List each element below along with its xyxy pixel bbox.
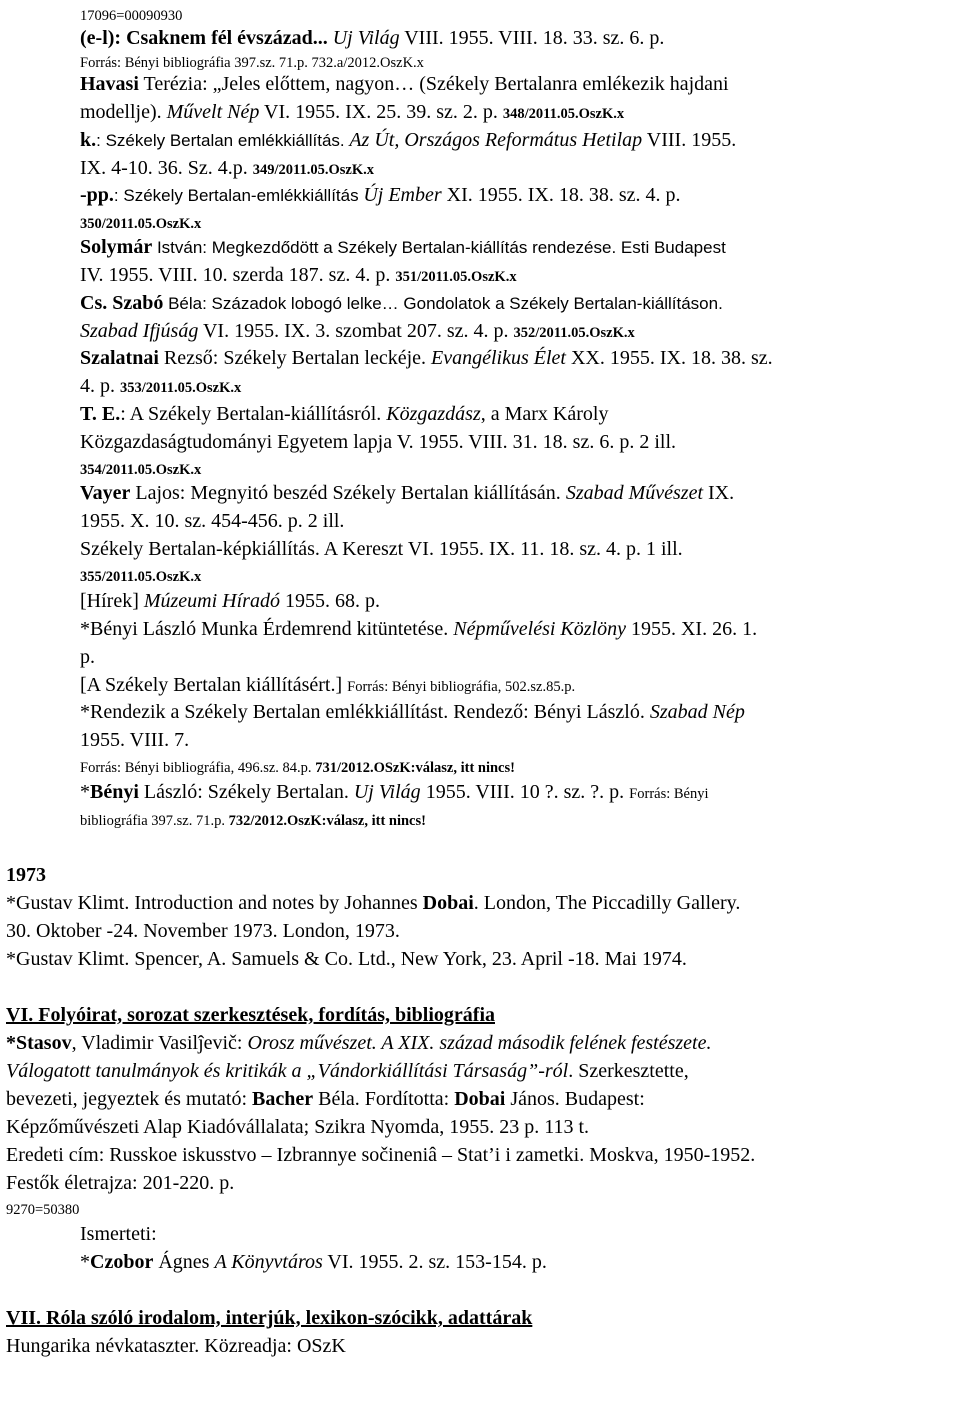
citation-line: 1955. X. 10. sz. 454-456. p. 2 ill. — [80, 510, 345, 532]
citation-line: *Rendezik a Székely Bertalan emlékkiállítást. Rendező: Bényi László. Szabad Nép — [80, 701, 745, 723]
citation-line: Festők életrajza: 201-220. p. — [6, 1172, 235, 1194]
citation-line: p. — [80, 646, 95, 668]
citation-line: T. E.: A Székely Bertalan-kiállításról. Közgazdász, a Marx Károly — [80, 403, 609, 425]
citation-line: Vayer Lajos: Megnyitó beszéd Székely Bertalan kiállításán. Szabad Művészet IX. — [80, 482, 735, 504]
record-id: 17096=00090930 — [80, 8, 183, 24]
citation-line: modellje). Művelt Nép VI. 1955. IX. 25. 39. sz. 2. p. 348/2011.05.OszK.x — [80, 101, 625, 123]
record-id: 9270=50380 — [6, 1202, 80, 1218]
citation-line: [A Székely Bertalan kiállításért.] Forrás: Bényi bibliográfia, 502.sz.85.p. — [80, 674, 576, 696]
citation-line: Válogatott tanulmányok és kritikák a „Vándorkiállítási Társaság”-ról. Szerkesztette, — [6, 1060, 689, 1082]
section-heading: VI. Folyóirat, sorozat szerkesztések, fordítás, bibliográfia — [6, 1004, 495, 1026]
citation-line: (e-l): Csaknem fél évszázad... Uj Világ VIII. 1955. VIII. 18. 33. sz. 6. p. — [80, 27, 665, 49]
citation-line: *Bényi László: Székely Bertalan. Uj Világ 1955. VIII. 10 ?. sz. ?. p. Forrás: Bényi — [80, 781, 709, 803]
review-label: Ismerteti: — [80, 1223, 157, 1245]
citation-line: k.: Székely Bertalan emlékkiállítás. Az Út, Országos Református Hetilap VIII. 1955. — [80, 129, 737, 151]
citation-line: -pp.: Székely Bertalan-emlékkiállítás Új Ember XI. 1955. IX. 18. 38. sz. 4. p. — [80, 184, 681, 206]
citation-line: Cs. Szabó Béla: Századok lobogó lelke… Gondolatok a Székely Bertalan-kiállításon. — [80, 292, 723, 314]
citation-line: Hungarika névkataszter. Közreadja: OSzK — [6, 1335, 346, 1357]
citation-line: 1955. VIII. 7. — [80, 729, 190, 751]
year-heading: 1973 — [6, 864, 46, 886]
citation-line: Székely Bertalan-képkiállítás. A Kereszt VI. 1955. IX. 11. 18. sz. 4. p. 1 ill. — [80, 538, 683, 560]
citation-line: *Czobor Ágnes A Könyvtáros VI. 1955. 2. sz. 153-154. p. — [80, 1251, 547, 1273]
citation-line: Szalatnai Rezső: Székely Bertalan leckéje. Evangélikus Élet XX. 1955. IX. 18. 38. sz. — [80, 347, 773, 369]
citation-line: *Gustav Klimt. Spencer, A. Samuels & Co. Ltd., New York, 23. April -18. Mai 1974. — [6, 948, 687, 970]
citation-line: *Stasov, Vladimir Vasilĵevič: Orosz művészet. A XIX. század második felének festészete. — [6, 1032, 712, 1054]
reference-code: 354/2011.05.OszK.x — [80, 462, 202, 478]
citation-line: Havasi Terézia: „Jeles előttem, nagyon… (Székely Bertalanra emlékezik hajdani — [80, 73, 729, 95]
citation-line: 4. p. 353/2011.05.OszK.x — [80, 375, 242, 397]
reference-code: 350/2011.05.OszK.x — [80, 216, 202, 232]
citation-line: Eredeti cím: Russkoe iskusstvo – Izbrannye sočineniâ – Stat’i i zametki. Moskva, 1950-1952. — [6, 1144, 756, 1166]
reference-code: 355/2011.05.OszK.x — [80, 569, 202, 585]
citation-line: bevezeti, jegyeztek és mutató: Bacher Béla. Fordította: Dobai János. Budapest: — [6, 1088, 645, 1110]
citation-line: IX. 4-10. 36. Sz. 4.p. 349/2011.05.OszK.x — [80, 157, 375, 179]
source-line: bibliográfia 397.sz. 71.p. 732/2012.OszK:válasz, itt nincs! — [80, 813, 426, 829]
section-heading: VII. Róla szóló irodalom, interjúk, lexikon-szócikk, adattárak — [6, 1307, 533, 1329]
citation-line: [Hírek] Múzeumi Híradó 1955. 68. p. — [80, 590, 380, 612]
source-line: Forrás: Bényi bibliográfia 397.sz. 71.p. 732.a/2012.OszK.x — [80, 55, 424, 71]
citation-line: Szabad Ifjúság VI. 1955. IX. 3. szombat 207. sz. 4. p. 352/2011.05.OszK.x — [80, 320, 635, 342]
citation-line: 30. Oktober -24. November 1973. London, 1973. — [6, 920, 400, 942]
citation-line: *Bényi László Munka Érdemrend kitüntetése. Népművelési Közlöny 1955. XI. 26. 1. — [80, 618, 758, 640]
citation-line: *Gustav Klimt. Introduction and notes by Johannes Dobai. London, The Piccadilly Gallery. — [6, 892, 741, 914]
citation-line: IV. 1955. VIII. 10. szerda 187. sz. 4. p. 351/2011.05.OszK.x — [80, 264, 517, 286]
source-line: Forrás: Bényi bibliográfia, 496.sz. 84.p. 731/2012.OSzK:válasz, itt nincs! — [80, 760, 515, 776]
citation-line: Képzőművészeti Alap Kiadóvállalata; Szikra Nyomda, 1955. 23 p. 113 t. — [6, 1116, 590, 1138]
citation-line: Solymár István: Megkezdődött a Székely Bertalan-kiállítás rendezése. Esti Budapest — [80, 236, 726, 258]
citation-line: Közgazdaságtudományi Egyetem lapja V. 1955. VIII. 31. 18. sz. 6. p. 2 ill. — [80, 431, 677, 453]
